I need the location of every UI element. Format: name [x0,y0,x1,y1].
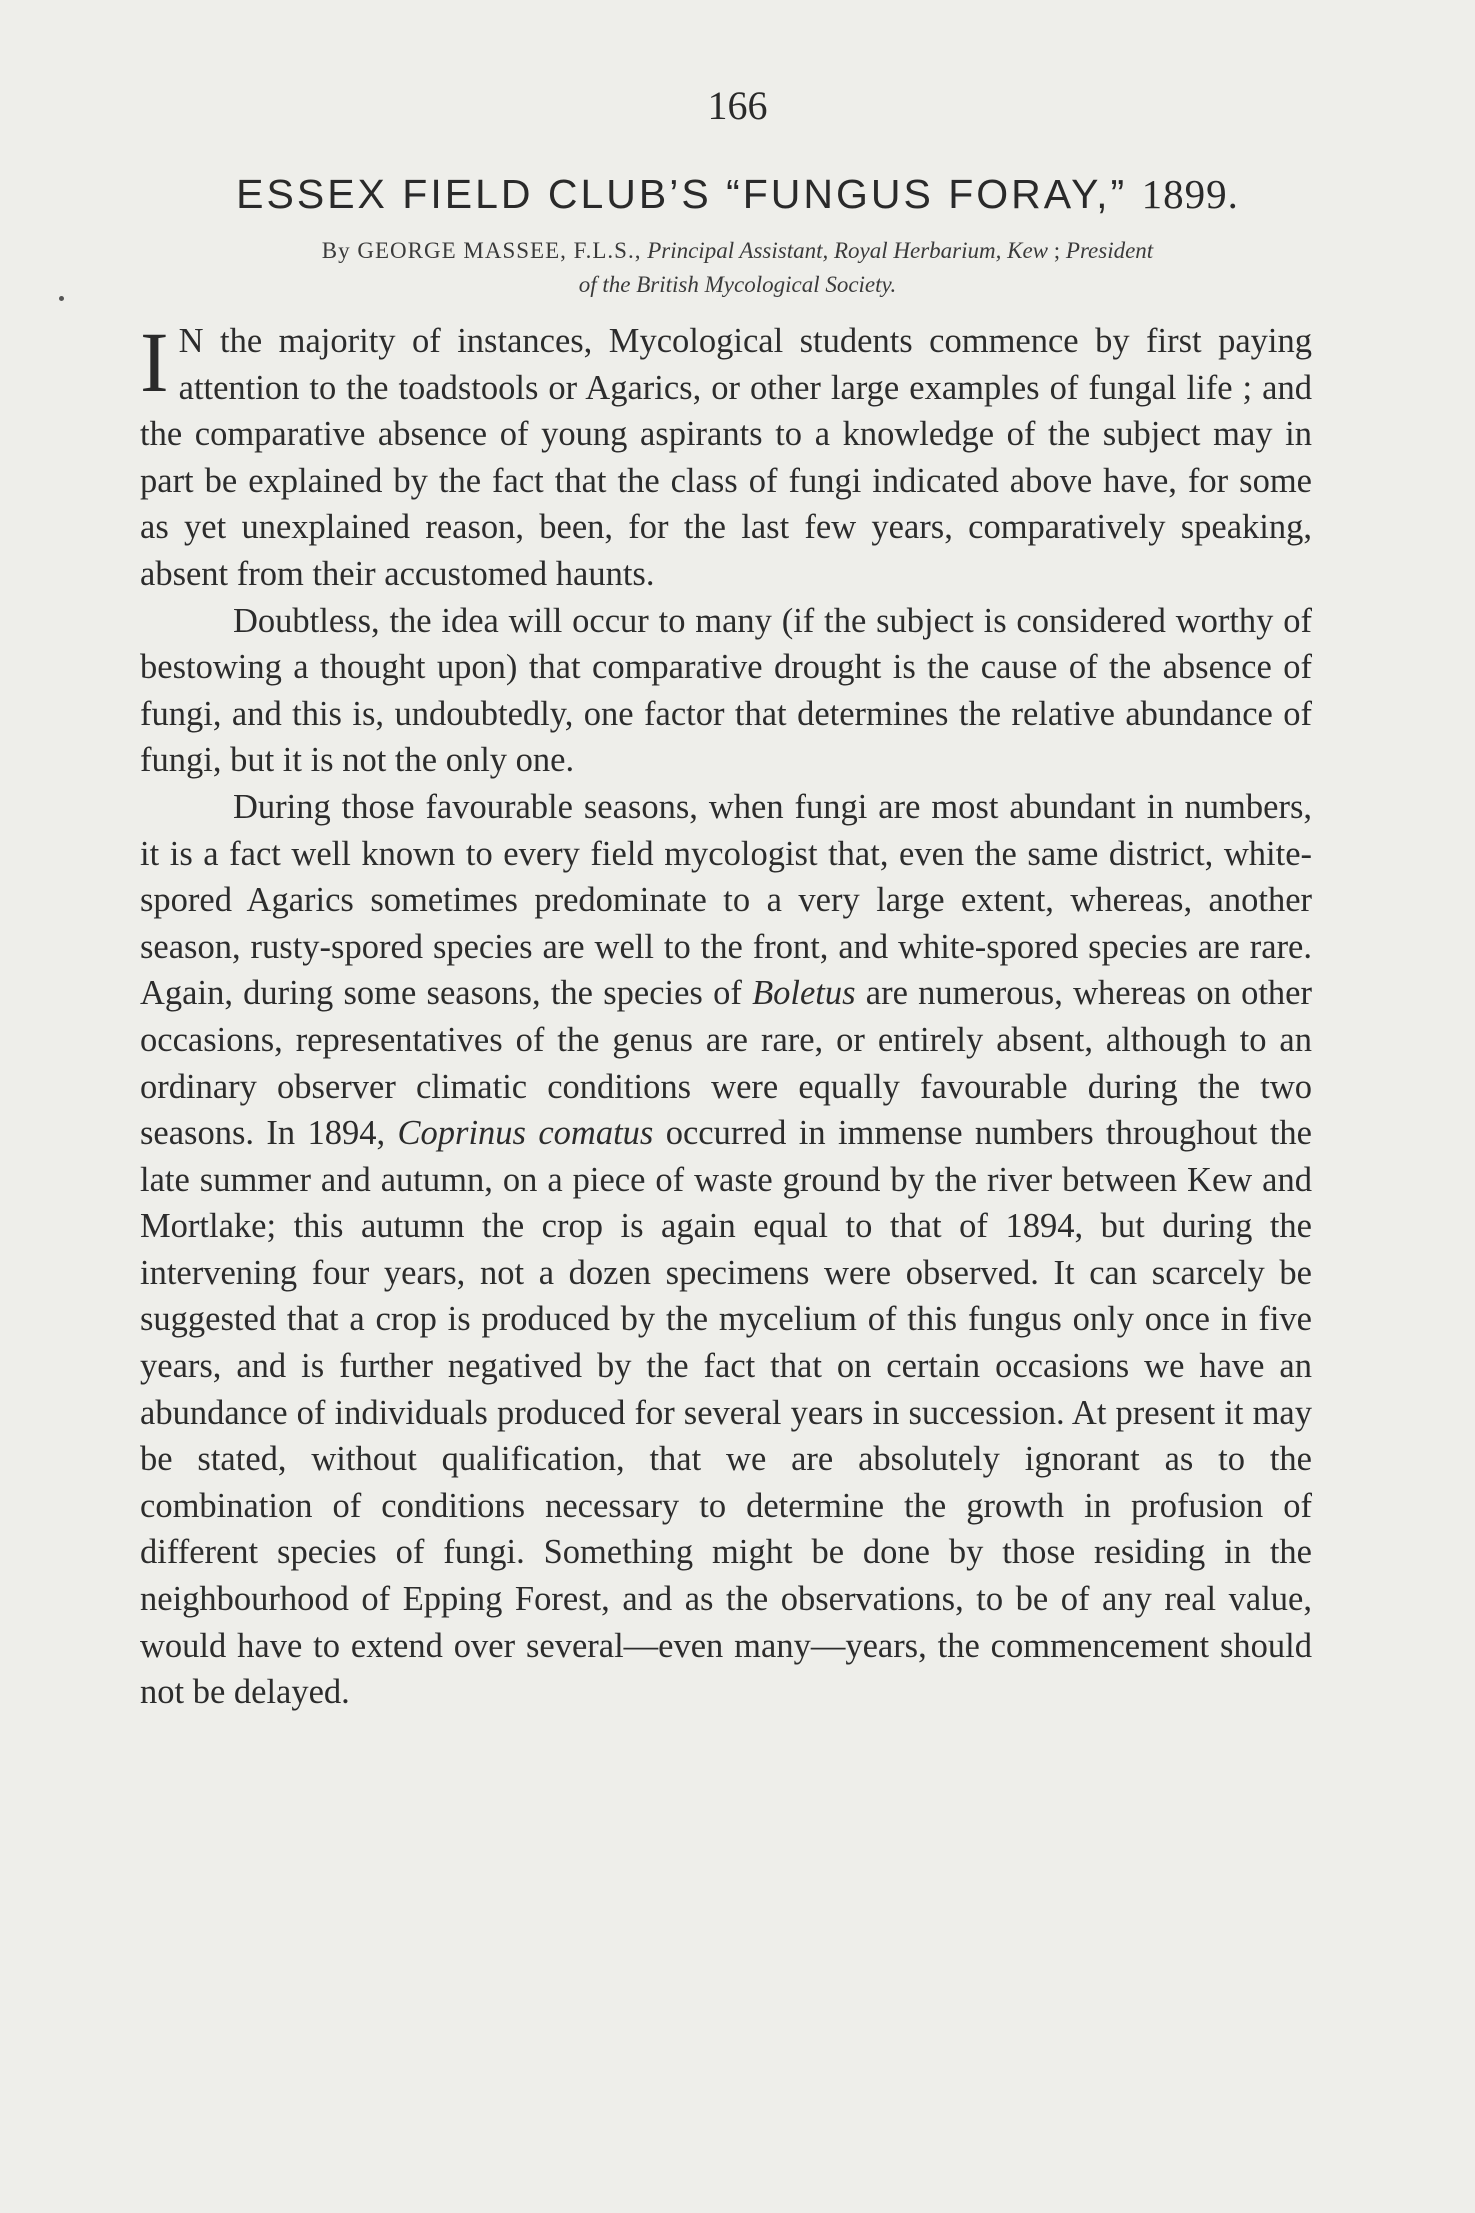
author-role-president: President [1065,238,1154,263]
article-title [150,170,1325,218]
page-number: 166 [707,83,768,128]
paragraph-2-text: Doubtless, the idea will occur to many (if the subject is considered worthy of bestowing a thought upon) that comparative drought is the cause of the absence of fungi, and this is, undoubtedly, one factor that determines the relative abundance of fungi, but it is not the only one. [140,601,1312,780]
title-year: 1899. [1141,171,1239,217]
italic-coprinus-comatus: Coprinus comatus [397,1114,654,1153]
paragraph-2 [140,598,1312,784]
byline [150,234,1325,302]
paragraph-1-text: N the majority of instances, Mycological students commence by first paying attention to the toadstools or Agarics, or other large examples of fungal life ; and the comparative absence of young aspirants to a knowledge of the subject may in part be explained by the fact that the class of fungi indicated above have, for some as yet unexplained reason, been, for the last few years, comparatively speaking, absent from their accustomed haunts. [140,322,1312,593]
ink-speck [59,296,64,301]
italic-boletus: Boletus [752,974,856,1013]
paragraph-3-text-c: occurred in immense numbers throughout the late summer and autumn, on a piece of waste ground by the river between Kew and Mortlake; this autumn the crop is again equal to that of 1894, but during the intervening four years, not a dozen specimens were observed. It can scarcely be suggested that a crop is produced by the mycelium of this fungus only once in five years, and is further negatived by the fact that on certain occasions we have an abundance of individuals produced for several years in succession. At present it may be stated, without qualification, that we are absolutely ignorant as to the combination of conditions necessary to determine the growth in profusion of different species of fungi. Something might be done by those residing in the neighbourhood of Epping Forest, and as the observations, to be of any real value, would have to extend over several—even many—years, the commencement should not be delayed. [140,1114,1312,1712]
author-name: By GEORGE MASSEE, F.L.S., [321,238,642,263]
title-text: ESSEX FIELD CLUB’S “FUNGUS FORAY,” [236,171,1128,217]
drop-cap: I [140,314,169,410]
paragraph-3 [140,784,1312,1716]
author-society: of the British Mycological Society. [578,272,897,297]
byline-separator: ; [1053,238,1061,263]
paragraph-3-text-a: During those favourable seasons, when fungi are most abundant in numbers, it is a fact well known to every field mycologist that, even the same district, white-spored Agarics sometimes predominate to a very large extent, whereas, another season, rusty-spored species are well to the front, and white-spored species are rare. Again, during some seasons, the species of [140,787,1312,1013]
article-body [140,314,1312,1716]
author-role: Principal Assistant, Royal Herbarium, Kew [647,238,1048,263]
paragraph-1 [140,314,1312,598]
paragraph-3-text-b: are numerous, whereas on other occasions, representatives of the genus are rare, or entirely absent, although to an ordinary observer climatic conditions were equally favourable during the two seasons. In 1894, [140,974,1312,1153]
